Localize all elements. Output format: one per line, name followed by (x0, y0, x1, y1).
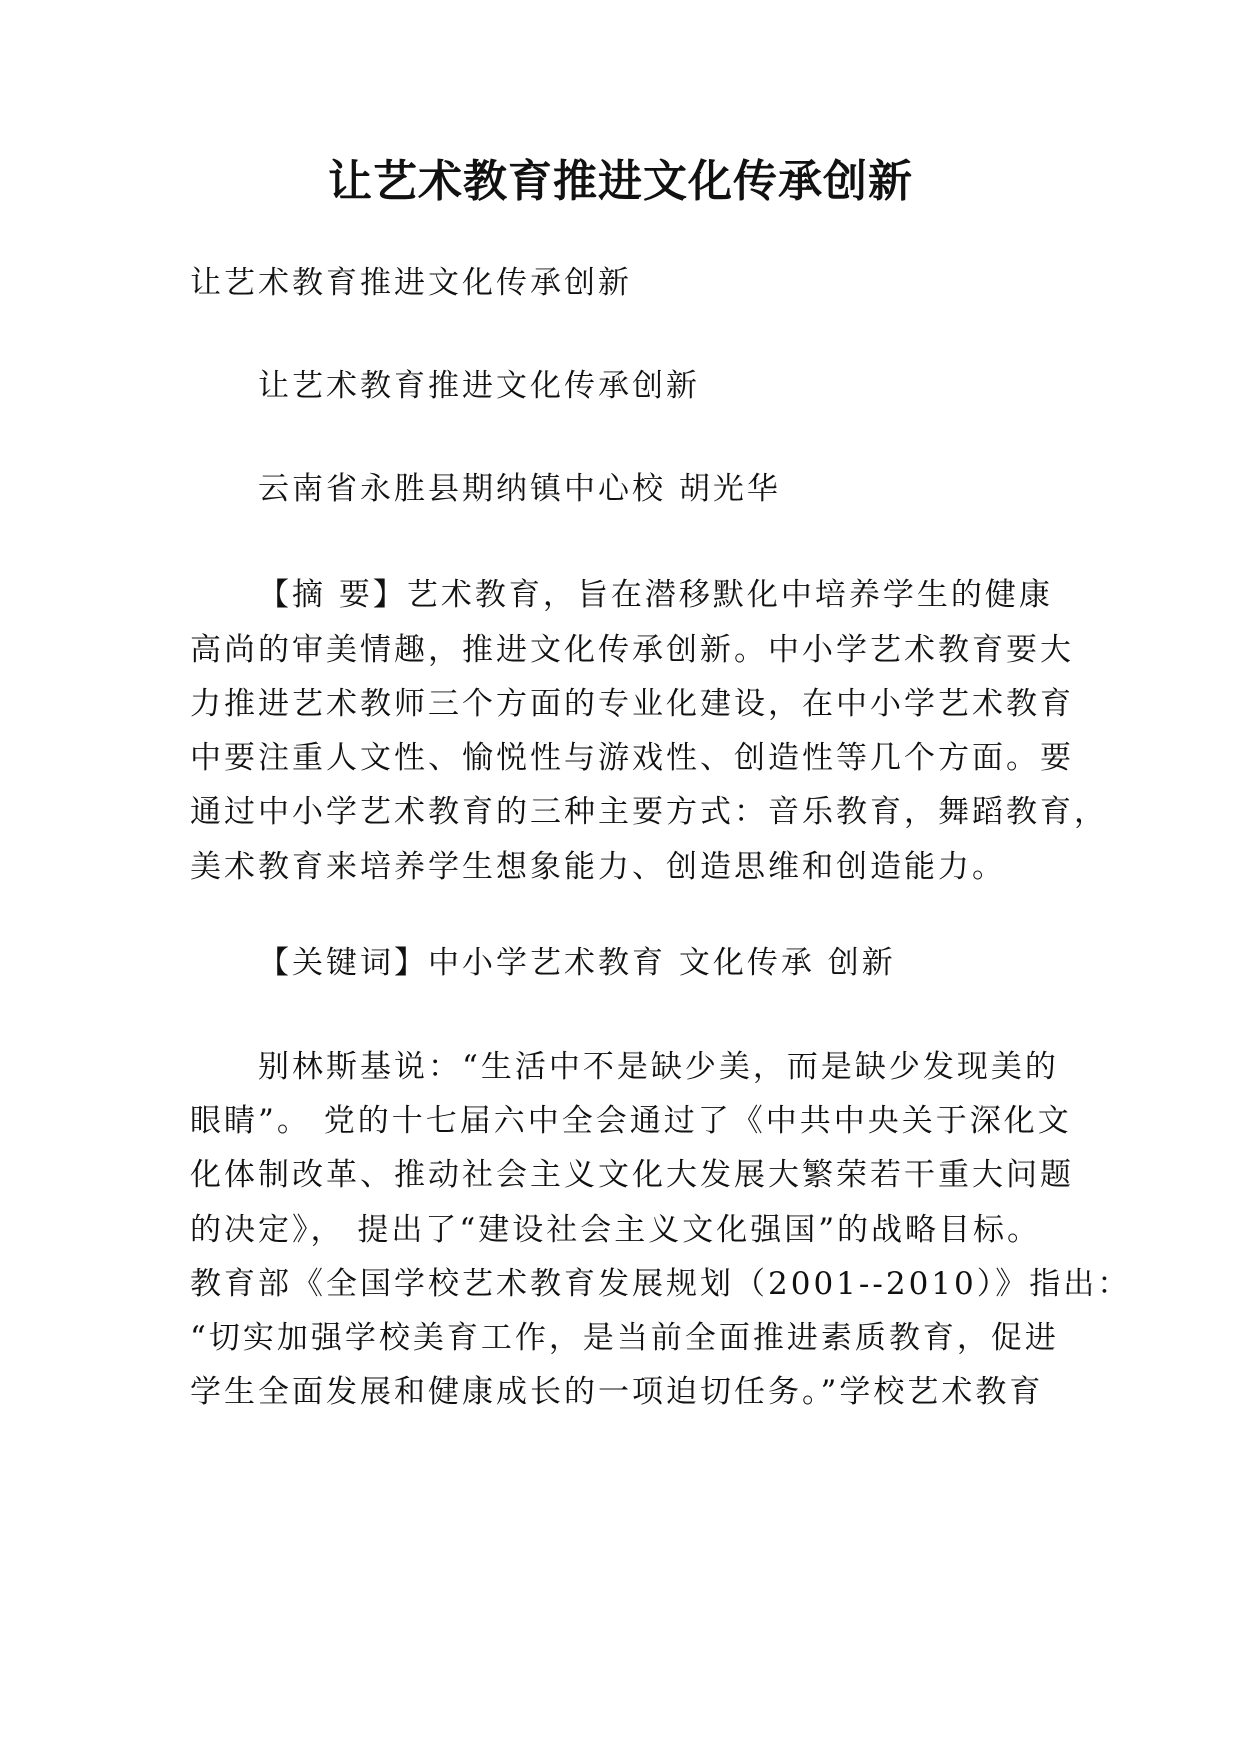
author-line: 云南省永胜县期纳镇中心校 胡光华 (258, 471, 781, 507)
body-line: 别林斯基说：“生活中不是缺少美，而是缺少发现美的 (258, 1049, 1059, 1085)
heading-repeat: 让艺术教育推进文化传承创新 (190, 265, 632, 301)
body-line: 化体制改革、推动社会主义文化大发展大繁荣若干重大问题 (190, 1157, 1074, 1193)
abstract-line: 【摘 要】艺术教育，旨在潜移默化中培养学生的健康 (258, 577, 1053, 613)
body-line: 的决定》， 提出了“建设社会主义文化强国”的战略目标。 (190, 1212, 1042, 1248)
abstract-line: 美术教育来培养学生想象能力、创造思维和创造能力。 (190, 849, 1006, 885)
body-line: 教育部《全国学校艺术教育发展规划（2001--2010）》指出： (190, 1266, 1132, 1302)
document-title: 让艺术教育推进文化传承创新 (328, 156, 913, 207)
abstract-line: 力推进艺术教师三个方面的专业化建设，在中小学艺术教育 (190, 686, 1074, 722)
keywords-line: 【关键词】中小学艺术教育 文化传承 创新 (258, 945, 896, 981)
body-line: 学生全面发展和健康成长的一项迫切任务。”学校艺术教育 (190, 1374, 1044, 1410)
abstract-line: 高尚的审美情趣，推进文化传承创新。中小学艺术教育要大 (190, 632, 1074, 668)
abstract-line: 通过中小学艺术教育的三种主要方式：音乐教育，舞蹈教育， (190, 794, 1108, 830)
body-line: 眼睛”。 党的十七届六中全会通过了《中共中央关于深化文 (190, 1103, 1072, 1139)
abstract-line: 中要注重人文性、愉悦性与游戏性、创造性等几个方面。要 (190, 740, 1074, 776)
body-line: “切实加强学校美育工作，是当前全面推进素质教育，促进 (190, 1320, 1059, 1356)
heading-indented: 让艺术教育推进文化传承创新 (258, 368, 700, 404)
